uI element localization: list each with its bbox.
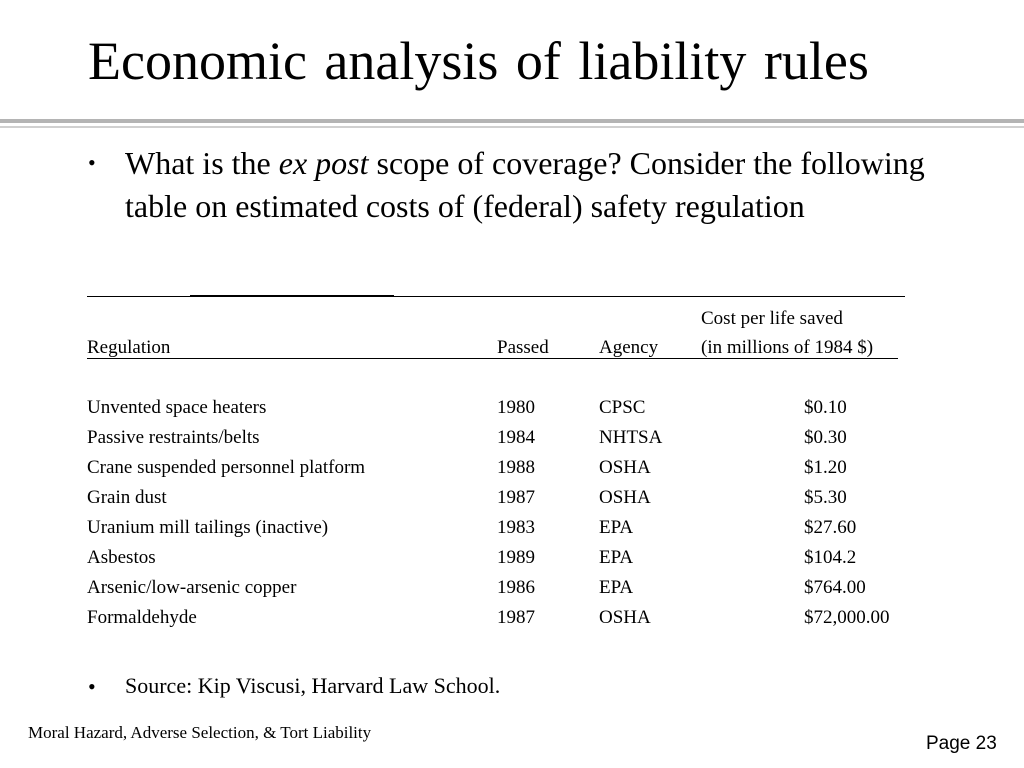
cell-cost: $1.20 xyxy=(804,457,847,478)
cell-cost: $72,000.00 xyxy=(804,607,890,628)
cell-agency: EPA xyxy=(599,577,634,598)
cell-regulation: Grain dust xyxy=(87,487,167,508)
table-top-rule-accent xyxy=(190,295,394,297)
cell-cost: $0.30 xyxy=(804,427,847,448)
cell-cost: $27.60 xyxy=(804,517,857,538)
source-note: Source: Kip Viscusi, Harvard Law School. xyxy=(125,673,501,698)
header-regulation: Regulation xyxy=(87,337,171,358)
cell-cost: $5.30 xyxy=(804,487,847,508)
cell-passed: 1987 xyxy=(497,487,535,508)
cell-agency: OSHA xyxy=(599,487,651,508)
cell-passed: 1987 xyxy=(497,607,535,628)
header-cost-top: Cost per life saved xyxy=(701,308,843,329)
cell-agency: OSHA xyxy=(599,607,651,628)
cell-passed: 1984 xyxy=(497,427,535,448)
header-underline xyxy=(497,358,599,359)
header-underline xyxy=(599,358,701,359)
slide-title: Economic analysis of liability rules xyxy=(88,31,869,91)
cell-agency: EPA xyxy=(599,547,634,568)
footer-course-title: Moral Hazard, Adverse Selection, & Tort Liability xyxy=(28,723,372,742)
cell-agency: OSHA xyxy=(599,457,651,478)
cell-regulation: Passive restraints/belts xyxy=(87,427,260,448)
header-passed: Passed xyxy=(497,337,549,358)
cell-passed: 1989 xyxy=(497,547,535,568)
cell-regulation: Arsenic/low-arsenic copper xyxy=(87,577,297,598)
header-cost: (in millions of 1984 $) xyxy=(701,337,874,358)
title-divider-thin xyxy=(0,126,1024,128)
cell-regulation: Unvented space heaters xyxy=(87,397,267,418)
cell-passed: 1980 xyxy=(497,397,535,418)
bullet-text-start: What is the xyxy=(125,145,279,181)
cell-cost: $0.10 xyxy=(804,397,847,418)
bullet-text-italic: ex post xyxy=(278,145,369,181)
bullet-marker: • xyxy=(88,150,96,175)
header-underline xyxy=(87,358,497,359)
cell-regulation: Crane suspended personnel platform xyxy=(87,457,366,478)
cell-agency: CPSC xyxy=(599,397,646,418)
bullet-text-end: scope of coverage? Consider the following table on estimated costs of (federal) safety regulation xyxy=(125,145,925,224)
cell-agency: EPA xyxy=(599,517,634,538)
bullet-text xyxy=(125,142,955,228)
cell-cost: $104.2 xyxy=(804,547,857,568)
cell-agency: NHTSA xyxy=(599,427,663,448)
header-agency: Agency xyxy=(599,337,659,358)
header-underline xyxy=(701,358,898,359)
cell-cost: $764.00 xyxy=(804,577,866,598)
cell-regulation: Uranium mill tailings (inactive) xyxy=(87,517,329,538)
cell-regulation: Formaldehyde xyxy=(87,607,197,628)
page-number: Page 23 xyxy=(926,733,997,754)
cell-regulation: Asbestos xyxy=(87,547,156,568)
cell-passed: 1983 xyxy=(497,517,535,538)
cell-passed: 1986 xyxy=(497,577,535,598)
title-divider xyxy=(0,119,1024,123)
source-bullet: • xyxy=(88,674,96,699)
cell-passed: 1988 xyxy=(497,457,535,478)
